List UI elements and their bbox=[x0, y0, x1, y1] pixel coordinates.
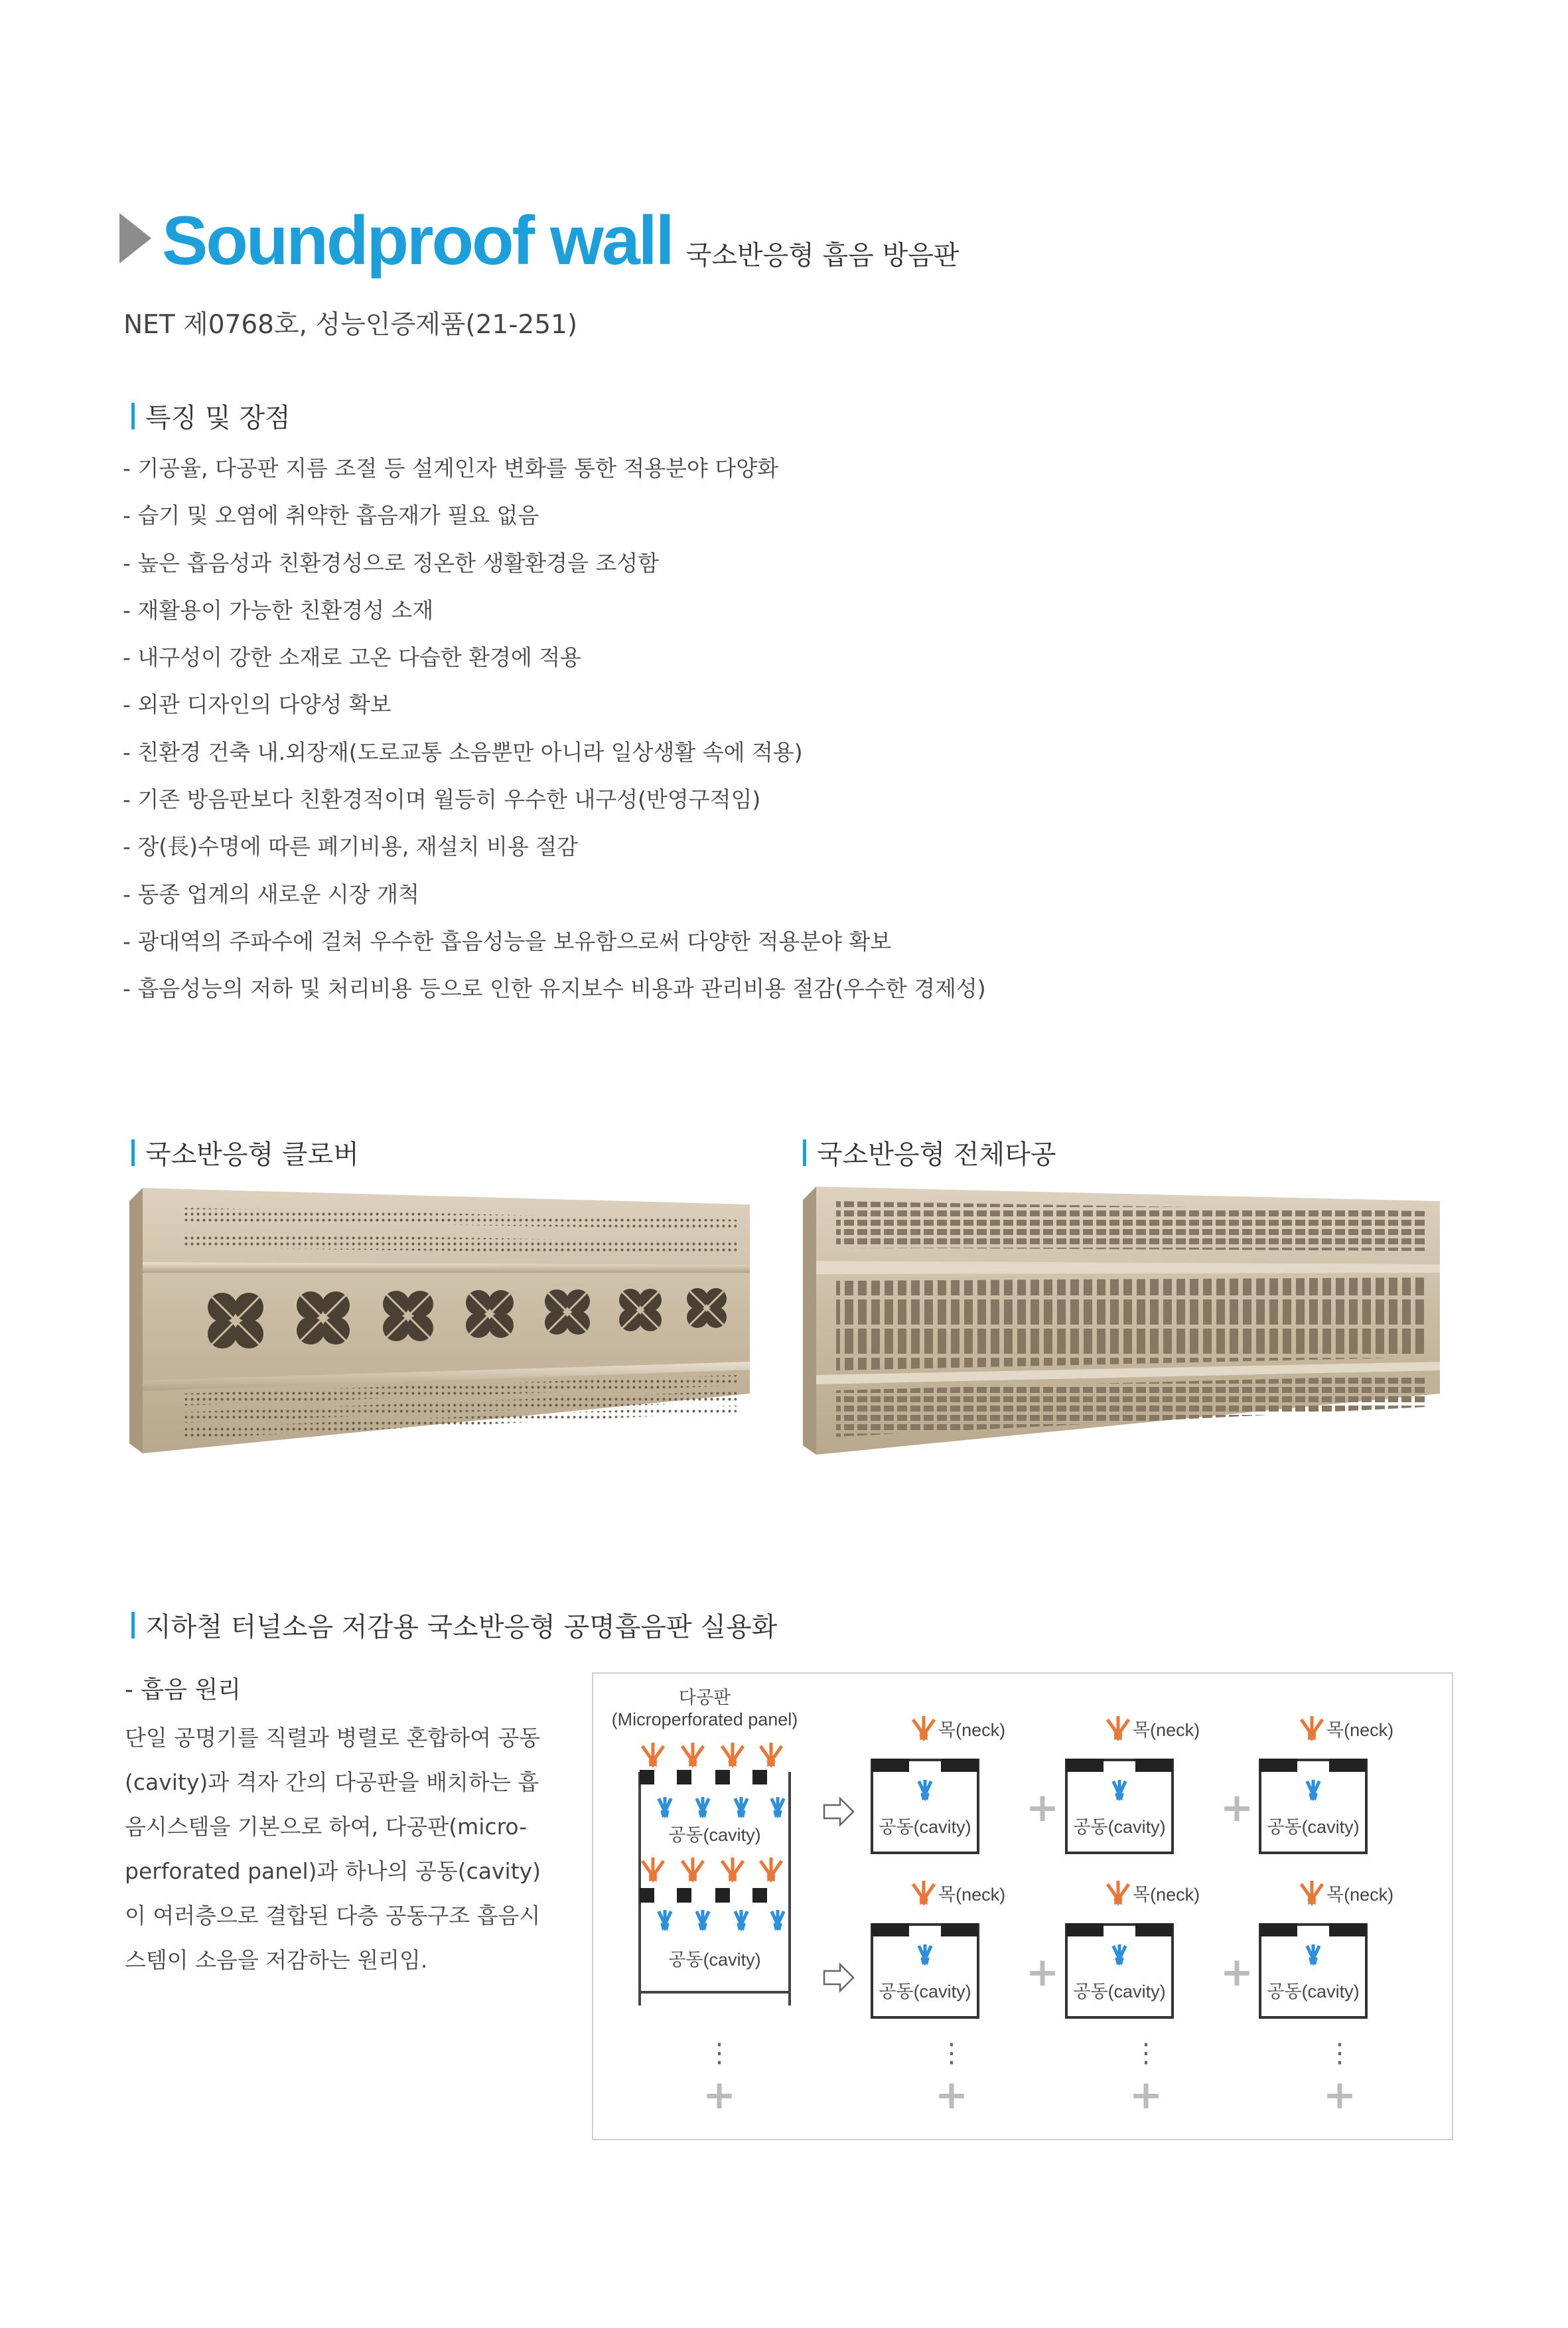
plus-sign: + bbox=[1322, 2072, 1357, 2118]
ellipsis: ⋮ bbox=[1133, 2038, 1159, 2069]
feature-item: - 장(長)수명에 따른 폐기비용, 재설치 비용 절감 bbox=[123, 834, 579, 860]
feature-item: - 친환경 건축 내.외장재(도로교통 소음뿐만 아니라 일상생활 속에 적용) bbox=[123, 739, 803, 765]
perforated-panel-image bbox=[803, 1181, 1450, 1467]
plus-sign: + bbox=[1025, 1949, 1060, 1996]
feature-item: - 동종 업계의 새로운 시장 개척 bbox=[123, 881, 419, 907]
hollow-arrow-icon bbox=[824, 1964, 853, 1991]
hollow-arrow-icon bbox=[824, 1798, 853, 1825]
plus-sign: + bbox=[1220, 1949, 1254, 1996]
ellipsis: ⋮ bbox=[938, 2038, 965, 2069]
features-heading bbox=[131, 397, 291, 435]
neck-label: 목(neck) bbox=[938, 1885, 1006, 1905]
cavity-label: 공동(cavity) bbox=[1267, 1982, 1360, 2001]
blue-arrows-top bbox=[654, 1796, 788, 1820]
subway-heading bbox=[131, 1606, 777, 1644]
plus-sign: + bbox=[1129, 2072, 1163, 2118]
feature-item: - 외관 디자인의 다양성 확보 bbox=[123, 691, 392, 718]
cavity-label: 공동(cavity) bbox=[879, 1982, 971, 2001]
panel-label: 다공판 bbox=[678, 1688, 731, 1708]
cavity-label: 공동(cavity) bbox=[1073, 1982, 1166, 2001]
feature-item: - 흡음성능의 저하 및 처리비용 등으로 인한 유지보수 비용과 관리비용 절감(우수한 경제성) bbox=[123, 976, 986, 1002]
subway-heading-label: 지하철 터널소음 저감용 국소반응형 공명흡음판 실용화 bbox=[145, 1612, 778, 1642]
plus-sign: + bbox=[1025, 1784, 1060, 1831]
cavity-label-left-1: 공동(cavity) bbox=[668, 1825, 761, 1845]
neck-label: 목(neck) bbox=[938, 1720, 1006, 1740]
heading-bar-icon bbox=[803, 1139, 806, 1166]
page-title: Soundproof wall bbox=[162, 202, 673, 279]
neck-label: 목(neck) bbox=[1326, 1720, 1394, 1740]
ellipsis-left: ⋮ bbox=[706, 2038, 733, 2069]
resonator-row-1 bbox=[872, 1716, 1393, 1853]
orange-arrows-top bbox=[638, 1743, 786, 1769]
product-heading-clover bbox=[131, 1133, 359, 1171]
title-row bbox=[119, 189, 960, 279]
feature-item: - 내구성이 강한 소재로 고온 다습한 환경에 적용 bbox=[123, 644, 582, 671]
principle-text: 단일 공명기를 직렬과 병렬로 혼합하여 공동(cavity)과 격자 간의 다공판을 배치하는 흡음시스템을 기본으로 하여, 다공판(micro-perforated panel)과 하나의 공동(cavity)이 여러층으로 결합된 다층 공동구조 흡음시스템이 소음을 저감하는 원리임. bbox=[125, 1725, 541, 1973]
cavity-label: 공동(cavity) bbox=[1267, 1817, 1360, 1837]
resonator-row-2 bbox=[872, 1881, 1393, 2017]
plus-sign: + bbox=[934, 2072, 969, 2118]
neck-label: 목(neck) bbox=[1326, 1885, 1394, 1905]
principle-title: - 흡음 원리 bbox=[125, 1676, 241, 1704]
cavity-label-left-2: 공동(cavity) bbox=[668, 1950, 761, 1970]
product-label-perforated: 국소반응형 전체타공 bbox=[817, 1139, 1056, 1170]
clover-panel-image bbox=[129, 1181, 766, 1467]
features-list bbox=[123, 445, 986, 1013]
heading-bar-icon bbox=[131, 403, 135, 429]
certification-text: NET 제0768호, 성능인증제품(21-251) bbox=[123, 310, 578, 340]
feature-item: - 높은 흡음성과 친환경성으로 정온한 생활환경을 조성함 bbox=[123, 549, 660, 576]
plus-sign: + bbox=[1220, 1784, 1254, 1831]
ellipsis: ⋮ bbox=[1326, 2038, 1353, 2069]
heading-bar-icon bbox=[131, 1612, 135, 1638]
page-subtitle: 국소반응형 흡음 방음판 bbox=[685, 240, 960, 271]
product-heading-perforated bbox=[803, 1133, 1056, 1171]
cavity-label: 공동(cavity) bbox=[1073, 1817, 1166, 1837]
feature-item: - 기공율, 다공판 지름 조절 등 설계인자 변화를 통한 적용분야 다양화 bbox=[123, 455, 779, 481]
heading-bar-icon bbox=[131, 1139, 135, 1166]
neck-label: 목(neck) bbox=[1133, 1885, 1200, 1905]
panel-label-en: (Microperforated panel) bbox=[611, 1710, 798, 1729]
product-label-clover: 국소반응형 클로버 bbox=[145, 1139, 359, 1170]
feature-item: - 습기 및 오염에 취약한 흡음재가 필요 없음 bbox=[123, 502, 539, 529]
title-triangle-icon bbox=[119, 213, 151, 263]
plus-left: + bbox=[702, 2072, 737, 2118]
neck-label: 목(neck) bbox=[1133, 1720, 1200, 1740]
cavity-label: 공동(cavity) bbox=[879, 1817, 971, 1837]
feature-item: - 재활용이 가능한 친환경성 소재 bbox=[123, 597, 434, 623]
diagram-canvas bbox=[593, 1674, 1452, 2139]
feature-item: - 기존 방음판보다 친환경적이며 월등히 우수한 내구성(반영구적임) bbox=[123, 786, 761, 813]
absorption-diagram bbox=[592, 1672, 1453, 2140]
features-heading-label: 특징 및 장점 bbox=[145, 403, 291, 433]
feature-item: - 광대역의 주파수에 걸쳐 우수한 흡음성능을 보유함으로써 다양한 적용분야 확보 bbox=[123, 928, 892, 954]
